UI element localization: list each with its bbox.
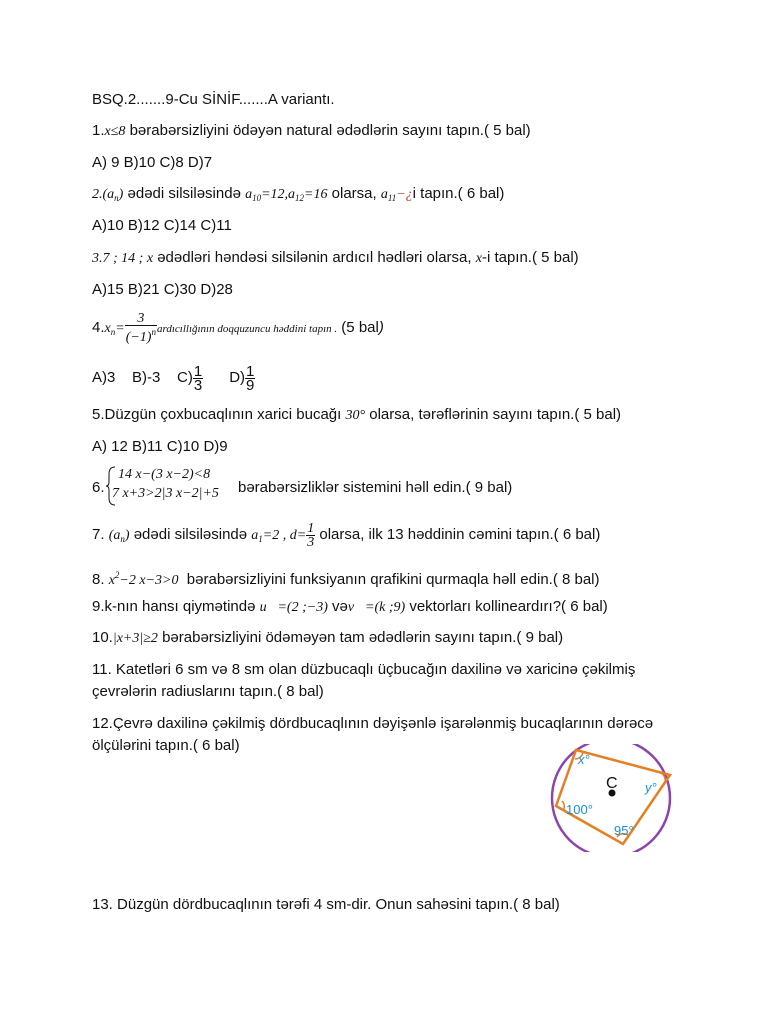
q2-seq: $(a_n)$ [102, 187, 124, 203]
q5-degree: 30° [345, 408, 366, 423]
q3-text1: ədədləri həndəsi silsilənin ardıcıl hədləri olarsa, [153, 249, 476, 266]
q7-number: 7. [92, 526, 109, 543]
q2-a11: $a_{11}-¿$ [380, 187, 413, 203]
q4-options [92, 360, 255, 396]
q4-text3: ) [378, 319, 384, 336]
question-9 [92, 597, 608, 618]
q3-x: x [475, 251, 482, 266]
question-8 [92, 565, 600, 591]
q2-text2: olarsa, [327, 185, 381, 202]
q5-text1: 5.Düzgün çoxbucaqlının xarici bucağı [92, 406, 346, 423]
q10-math: |x+3|≥2 [112, 631, 158, 646]
figure-angle-95: 95° [614, 823, 634, 838]
cyclic-quadrilateral-figure [548, 744, 676, 852]
q4-text2: (5 bal [337, 319, 379, 336]
figure-y-label: y° [645, 780, 657, 795]
question-10 [92, 628, 563, 649]
q2-a10: $a_{10}=12$, [245, 187, 289, 203]
q7-a1: $a_1=2$ , d= [251, 528, 307, 544]
question-4 [92, 308, 384, 352]
q6-row1: 14 x−(3 x−2)<8 [118, 467, 211, 482]
q4-text1: ardıcıllığının doqquzuncu həddini tapın . [156, 323, 338, 335]
q2-a12: $a_{12}=16$ [288, 187, 328, 203]
q1-number: 1. [92, 122, 105, 139]
q2-text3: i tapın.( 6 bal) [412, 185, 505, 202]
question-12: 12.Çevrə daxilinə çəkilmiş dördbucaqlının dəyişənlə işarələnmiş bucaqlarının dərəcə ölçülərini tapın.( 6 bal) [92, 715, 654, 754]
page-header: BSQ.2.......9-Cu SİNİF.......A variantı. [92, 91, 335, 108]
q7-fraction: $\frac{1}{3}$ [307, 520, 315, 550]
q9-text1: 9.k-nın hansı qiymətində [92, 598, 260, 615]
q6-text: bərabərsizliklər sistemini həll edin.( 9 bal) [238, 479, 513, 496]
q5-options: A) 12 B)11 C)10 D)9 [92, 438, 228, 455]
q2-number: 2. [92, 187, 103, 202]
q7-text1: ədədi silsiləsində [129, 526, 252, 543]
q4-fraction: $\frac{3}{(-1)^n}$ [125, 311, 156, 346]
question-2 [92, 184, 504, 208]
question-11: 11. Katetləri 6 sm və 8 sm olan düzbucaqlı üçbucağın daxilinə və xaricinə çəkilmiş çevrələrin radiuslarını tapın.( 8 bal) [92, 661, 636, 700]
q4-option-d-fraction: $\frac{1}{9}$ [246, 362, 255, 394]
q8-math: $x^2-2$ x−3>0 [108, 570, 179, 588]
q4-x: $x_n=$ [104, 321, 125, 337]
q8-text: bərabərsizliyini funksiyanın qrafikini qurmaqla həll edin.( 8 bal) [178, 571, 600, 588]
question-1 [92, 121, 531, 142]
q4-option-c-fraction: $\frac{1}{3}$ [193, 362, 203, 394]
figure-angle-100: 100° [566, 802, 593, 817]
q6-number: 6. [92, 479, 105, 496]
figure-x-label: x° [578, 752, 590, 767]
q9-vector-v: v⃗=(k ;9) [347, 600, 406, 615]
q10-text: bərabərsizliyini ödəməyən tam ədədlərin sayını tapın.( 9 bal) [157, 629, 564, 646]
q3-math: 7 ; 14 ; x [102, 251, 154, 266]
q4-options-a: A)3 B)-3 C) [92, 369, 193, 386]
q7-seq: $(a_n)$ [108, 528, 130, 544]
q5-text2: olarsa, tərəflərinin sayını tapın.( 5 bal) [365, 406, 622, 423]
q2-text1: ədədi silsiləsində [123, 185, 246, 202]
q1-math: x≤8 [104, 124, 126, 139]
q1-text: bərabərsizliyini ödəyən natural ədədlərin sayını tapın.( 5 bal) [125, 122, 531, 139]
question-7 [92, 518, 600, 556]
question-3 [92, 248, 579, 269]
q2-options: A)10 B)12 C)14 C)11 [92, 217, 232, 234]
figure-quadrilateral [556, 750, 670, 844]
question-5 [92, 405, 621, 426]
q7-text2: olarsa, ilk 13 həddinin cəmini tapın.( 6 bal) [315, 526, 601, 543]
q1-options: A) 9 B)10 C)8 D)7 [92, 154, 213, 171]
q10-number: 10. [92, 629, 113, 646]
q6-row2: 7 x+3>2|3 x−2|+5 [112, 486, 219, 501]
q9-text2: vektorları kollineardırı?( 6 bal) [405, 598, 608, 615]
q3-number: 3. [92, 251, 103, 266]
q9-ve: və [327, 598, 348, 615]
q4-options-d: D) [229, 369, 246, 386]
figure-center-label: C [606, 775, 618, 792]
q3-options: A)15 B)21 C)30 D)28 [92, 281, 233, 298]
q9-vector-u: u⃗=(2 ;−3) [259, 600, 328, 615]
q4-number: 4. [92, 319, 105, 336]
q3-text2: -i tapın.( 5 bal) [481, 249, 579, 266]
q8-number: 8. [92, 571, 109, 588]
question-13: 13. Düzgün dördbucaqlının tərəfi 4 sm-dir. Onun sahəsini tapın.( 8 bal) [92, 896, 560, 913]
